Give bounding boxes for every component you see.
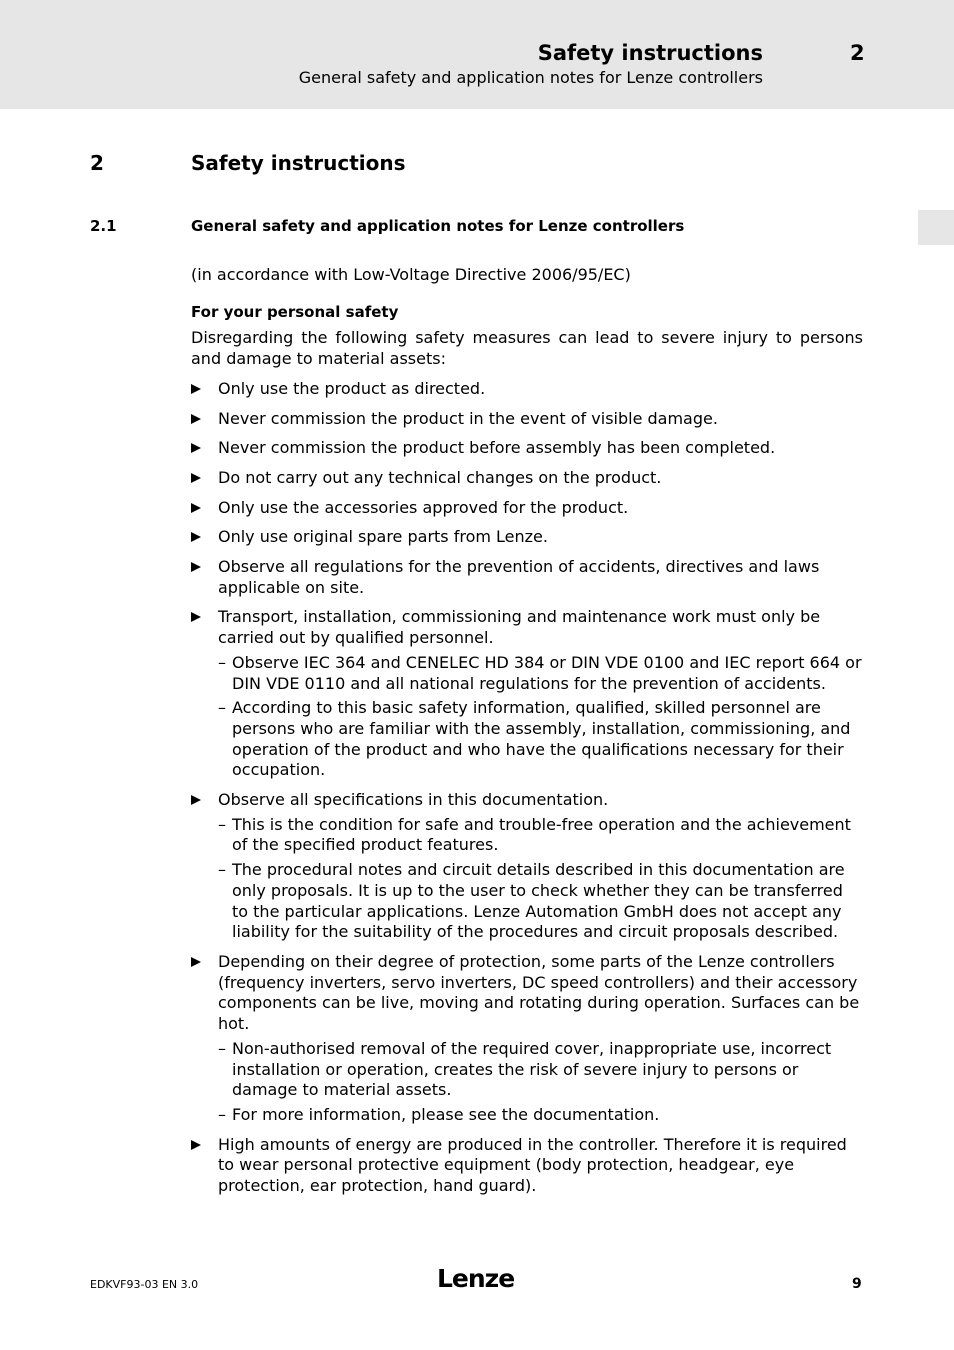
sub-bullet-text: This is the condition for safe and trouble-free operation and the achievement of the specified product features. bbox=[232, 814, 851, 855]
bullet-item bbox=[191, 607, 863, 781]
triangle-bullet-icon bbox=[191, 473, 201, 483]
triangle-bullet-icon bbox=[191, 414, 201, 424]
header-title: Safety instructions bbox=[537, 41, 763, 65]
header-subtitle: General safety and application notes for Lenze controllers bbox=[298, 68, 763, 87]
bullet-text: High amounts of energy are produced in the controller. Therefore it is required to wear personal protective equipment (body protection, headgear, eye protection, ear protection, hand guard). bbox=[218, 1134, 847, 1196]
dash-bullet-icon: – bbox=[218, 814, 226, 834]
bullet-item bbox=[191, 557, 863, 598]
section-number: 2 bbox=[90, 151, 104, 175]
section-title: Safety instructions bbox=[191, 151, 406, 175]
dash-bullet-icon: – bbox=[218, 698, 226, 718]
sub-bullet-text: The procedural notes and circuit details described in this documentation are only proposals. It is up to the user to check whether they can be transferred to the particular applications. Lenze Automation GmbH does not accept any liability for the suitability of the procedures and circuit proposals described. bbox=[232, 860, 845, 942]
page-number: 9 bbox=[852, 1276, 862, 1292]
bullet-text: Only use the product as directed. bbox=[218, 378, 486, 398]
triangle-bullet-icon bbox=[191, 1140, 201, 1150]
triangle-bullet-icon bbox=[191, 443, 201, 453]
intro-text: (in accordance with Low-Voltage Directive 2006/95/EC) bbox=[191, 265, 631, 284]
bullet-item bbox=[191, 438, 863, 459]
dash-bullet-icon: – bbox=[218, 1104, 226, 1124]
bullet-item bbox=[191, 790, 863, 943]
sub-bullet-item bbox=[218, 815, 863, 856]
bullet-text: Never commission the product before assembly has been completed. bbox=[218, 438, 776, 458]
bullet-text: Observe all specifications in this documentation. bbox=[218, 790, 609, 810]
triangle-bullet-icon bbox=[191, 562, 201, 572]
bullet-item bbox=[191, 498, 863, 519]
bullet-item bbox=[191, 1135, 863, 1197]
bullet-text: Never commission the product in the event of visible damage. bbox=[218, 408, 718, 428]
bullet-text: Transport, installation, commissioning and maintenance work must only be carried out by qualified personnel. bbox=[218, 607, 821, 648]
sub-bullet-text: Observe IEC 364 and CENELEC HD 384 or DIN VDE 0100 and IEC report 664 or DIN VDE 0110 and all national regulations for the prevention of accidents. bbox=[232, 652, 862, 693]
dash-bullet-icon: – bbox=[218, 1038, 226, 1058]
triangle-bullet-icon bbox=[191, 532, 201, 542]
sub-bullet-list bbox=[218, 653, 863, 781]
main-content bbox=[191, 265, 863, 1206]
bullet-text: Only use the accessories approved for the product. bbox=[218, 497, 629, 517]
subsection-number: 2.1 bbox=[90, 217, 117, 235]
lenze-logo: Lenze bbox=[437, 1264, 515, 1293]
bullet-item bbox=[191, 527, 863, 548]
sub-bullet-text: Non-authorised removal of the required cover, inappropriate use, incorrect installation or operation, creates the risk of severe injury to persons or damage to material assets. bbox=[232, 1038, 832, 1100]
bullet-text: Only use original spare parts from Lenze. bbox=[218, 527, 548, 547]
header-chapter-number: 2 bbox=[850, 41, 865, 65]
document-code: EDKVF93-03 EN 3.0 bbox=[90, 1278, 199, 1291]
sub-bullet-item bbox=[218, 698, 863, 781]
bullet-text: Do not carry out any technical changes on the product. bbox=[218, 467, 662, 487]
sub-bullet-item bbox=[218, 1039, 863, 1101]
sub-bullet-text: For more information, please see the documentation. bbox=[232, 1104, 660, 1124]
triangle-bullet-icon bbox=[191, 384, 201, 394]
sub-bullet-item bbox=[218, 860, 863, 943]
personal-safety-lead: Disregarding the following safety measures can lead to severe injury to persons and damage to material assets: bbox=[191, 328, 863, 369]
sub-bullet-text: According to this basic safety information, qualified, skilled personnel are persons who are familiar with the assembly, installation, commissioning, and operation of the product and who have the qualifications necessary for their occupation. bbox=[232, 698, 851, 780]
sub-bullet-list bbox=[218, 815, 863, 943]
bullet-text: Observe all regulations for the prevention of accidents, directives and laws applicable on site. bbox=[218, 557, 820, 597]
triangle-bullet-icon bbox=[191, 957, 201, 967]
bullet-item bbox=[191, 409, 863, 430]
triangle-bullet-icon bbox=[191, 795, 201, 805]
triangle-bullet-icon bbox=[191, 503, 201, 513]
personal-safety-heading: For your personal safety bbox=[191, 302, 399, 321]
safety-bullet-list bbox=[191, 379, 863, 1197]
sub-bullet-list bbox=[218, 1039, 863, 1126]
bullet-item bbox=[191, 379, 863, 400]
triangle-bullet-icon bbox=[191, 612, 201, 622]
dash-bullet-icon: – bbox=[218, 860, 226, 880]
bullet-text: Depending on their degree of protection, some parts of the Lenze controllers (frequency inverters, servo inverters, DC speed controllers) and their accessory components can be live, moving and rotating during operation. Surfaces can be hot. bbox=[218, 951, 860, 1034]
chapter-side-tab bbox=[918, 210, 954, 245]
header-band bbox=[0, 0, 954, 109]
subsection-title: General safety and application notes for Lenze controllers bbox=[191, 217, 685, 235]
bullet-item bbox=[191, 468, 863, 489]
sub-bullet-item bbox=[218, 1105, 863, 1126]
sub-bullet-item bbox=[218, 653, 863, 694]
dash-bullet-icon: – bbox=[218, 652, 226, 672]
bullet-item bbox=[191, 952, 863, 1126]
